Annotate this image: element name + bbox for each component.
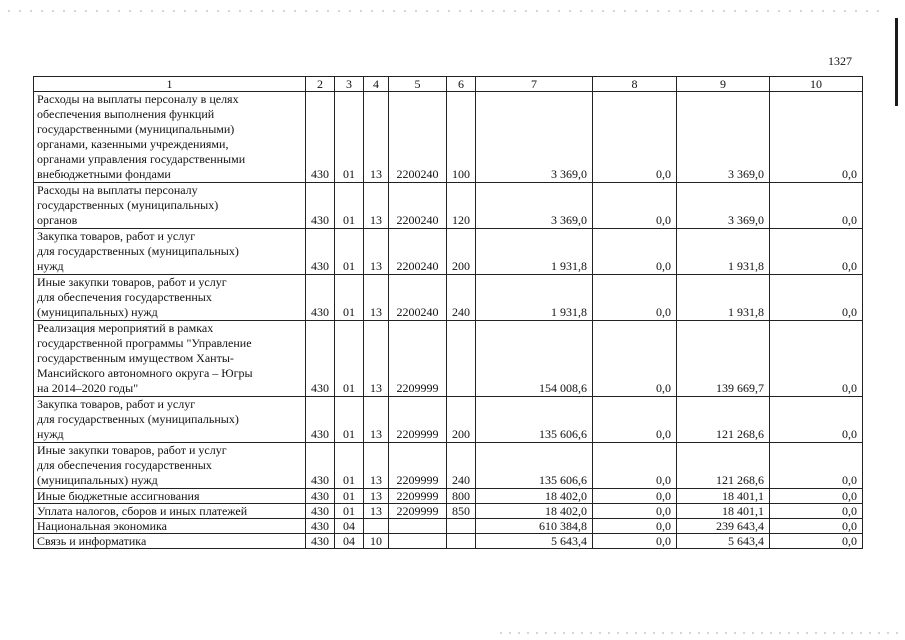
header-cell: 6: [447, 77, 476, 92]
cell-amount-col9: 121 268,6: [677, 443, 770, 489]
cell-subsection: 13: [364, 275, 389, 321]
cell-amount-col9: 1 931,8: [677, 275, 770, 321]
row-name: Реализация мероприятий в рамках государственной программы "Управление государственным имуществом Ханты- Мансийского автономного округа – Югры на 2014–2020 годы": [34, 321, 306, 397]
cell-amount-col10: 0,0: [770, 183, 863, 229]
row-name: Уплата налогов, сборов и иных платежей: [34, 504, 306, 519]
cell-amount-col9: 139 669,7: [677, 321, 770, 397]
cell-amount-col7: 1 931,8: [476, 229, 593, 275]
cell-subsection: [364, 519, 389, 534]
cell-section: 04: [335, 519, 364, 534]
cell-target-article: 2209999: [389, 397, 447, 443]
cell-amount-col8: 0,0: [593, 275, 677, 321]
cell-expense-type: [447, 321, 476, 397]
cell-section: 04: [335, 534, 364, 549]
cell-target-article: 2200240: [389, 275, 447, 321]
cell-target-article: 2209999: [389, 443, 447, 489]
header-cell: 9: [677, 77, 770, 92]
cell-amount-col10: 0,0: [770, 275, 863, 321]
table-row: [34, 519, 863, 534]
cell-subsection: 13: [364, 443, 389, 489]
cell-target-article: [389, 519, 447, 534]
cell-admin-code: 430: [306, 519, 335, 534]
cell-target-article: 2200240: [389, 229, 447, 275]
header-cell: 3: [335, 77, 364, 92]
cell-amount-col7: 3 369,0: [476, 183, 593, 229]
cell-admin-code: 430: [306, 443, 335, 489]
page-number: 1327: [828, 54, 852, 68]
cell-expense-type: 100: [447, 92, 476, 183]
cell-amount-col7: 18 402,0: [476, 489, 593, 504]
cell-expense-type: 200: [447, 397, 476, 443]
table-row: [34, 397, 863, 443]
cell-amount-col8: 0,0: [593, 321, 677, 397]
header-cell: 10: [770, 77, 863, 92]
cell-expense-type: 200: [447, 229, 476, 275]
header-row: [34, 77, 863, 92]
table-row: [34, 321, 863, 397]
cell-subsection: 13: [364, 92, 389, 183]
cell-admin-code: 430: [306, 183, 335, 229]
header-cell: 1: [34, 77, 306, 92]
cell-amount-col7: 154 008,6: [476, 321, 593, 397]
table-row: [34, 183, 863, 229]
cell-subsection: 10: [364, 534, 389, 549]
table-row: [34, 534, 863, 549]
cell-section: 01: [335, 92, 364, 183]
cell-expense-type: 800: [447, 489, 476, 504]
cell-admin-code: 430: [306, 229, 335, 275]
cell-target-article: 2200240: [389, 183, 447, 229]
cell-amount-col9: 18 401,1: [677, 489, 770, 504]
cell-expense-type: 240: [447, 443, 476, 489]
cell-admin-code: 430: [306, 92, 335, 183]
cell-section: 01: [335, 321, 364, 397]
cell-subsection: 13: [364, 229, 389, 275]
cell-amount-col7: 135 606,6: [476, 397, 593, 443]
cell-amount-col10: 0,0: [770, 534, 863, 549]
cell-admin-code: 430: [306, 504, 335, 519]
row-name: Связь и информатика: [34, 534, 306, 549]
cell-amount-col10: 0,0: [770, 489, 863, 504]
cell-amount-col9: 3 369,0: [677, 183, 770, 229]
cell-amount-col7: 3 369,0: [476, 92, 593, 183]
cell-amount-col8: 0,0: [593, 534, 677, 549]
cell-amount-col8: 0,0: [593, 443, 677, 489]
cell-admin-code: 430: [306, 275, 335, 321]
cell-amount-col8: 0,0: [593, 397, 677, 443]
cell-subsection: 13: [364, 504, 389, 519]
cell-target-article: 2209999: [389, 504, 447, 519]
table-row: [34, 443, 863, 489]
cell-amount-col10: 0,0: [770, 397, 863, 443]
cell-subsection: 13: [364, 397, 389, 443]
cell-amount-col7: 610 384,8: [476, 519, 593, 534]
table-row: [34, 504, 863, 519]
cell-amount-col9: 239 643,4: [677, 519, 770, 534]
cell-amount-col9: 3 369,0: [677, 92, 770, 183]
cell-section: 01: [335, 229, 364, 275]
table-row: [34, 229, 863, 275]
cell-admin-code: 430: [306, 397, 335, 443]
cell-section: 01: [335, 443, 364, 489]
cell-section: 01: [335, 489, 364, 504]
cell-amount-col10: 0,0: [770, 443, 863, 489]
table-row: [34, 489, 863, 504]
cell-amount-col10: 0,0: [770, 519, 863, 534]
cell-expense-type: 850: [447, 504, 476, 519]
table-row: [34, 275, 863, 321]
cell-admin-code: 430: [306, 534, 335, 549]
cell-amount-col9: 1 931,8: [677, 229, 770, 275]
cell-amount-col9: 5 643,4: [677, 534, 770, 549]
cell-section: 01: [335, 504, 364, 519]
cell-amount-col8: 0,0: [593, 504, 677, 519]
row-name: Расходы на выплаты персоналу в целях обеспечения выполнения функций государственными (муниципальными) органами, казенными учреждениями, органами управления государственными внебюджетными фондами: [34, 92, 306, 183]
cell-amount-col7: 135 606,6: [476, 443, 593, 489]
cell-amount-col10: 0,0: [770, 229, 863, 275]
cell-expense-type: [447, 534, 476, 549]
cell-amount-col10: 0,0: [770, 92, 863, 183]
cell-section: 01: [335, 275, 364, 321]
scan-noise-bottom: [500, 632, 900, 634]
row-name: Иные закупки товаров, работ и услуг для обеспечения государственных (муниципальных) нужд: [34, 275, 306, 321]
cell-expense-type: [447, 519, 476, 534]
cell-amount-col8: 0,0: [593, 92, 677, 183]
cell-subsection: 13: [364, 489, 389, 504]
row-name: Закупка товаров, работ и услуг для государственных (муниципальных) нужд: [34, 229, 306, 275]
header-cell: 2: [306, 77, 335, 92]
row-name: Закупка товаров, работ и услуг для государственных (муниципальных) нужд: [34, 397, 306, 443]
header-cell: 4: [364, 77, 389, 92]
header-cell: 5: [389, 77, 447, 92]
cell-section: 01: [335, 183, 364, 229]
cell-target-article: 2200240: [389, 92, 447, 183]
cell-amount-col8: 0,0: [593, 229, 677, 275]
cell-expense-type: 120: [447, 183, 476, 229]
cell-admin-code: 430: [306, 321, 335, 397]
budget-table: [33, 76, 863, 549]
table-row: [34, 92, 863, 183]
cell-amount-col10: 0,0: [770, 504, 863, 519]
cell-amount-col7: 5 643,4: [476, 534, 593, 549]
cell-amount-col8: 0,0: [593, 183, 677, 229]
cell-amount-col10: 0,0: [770, 321, 863, 397]
cell-target-article: 2209999: [389, 489, 447, 504]
cell-amount-col9: 121 268,6: [677, 397, 770, 443]
cell-expense-type: 240: [447, 275, 476, 321]
header-cell: 8: [593, 77, 677, 92]
row-name: Иные закупки товаров, работ и услуг для обеспечения государственных (муниципальных) нужд: [34, 443, 306, 489]
cell-amount-col8: 0,0: [593, 489, 677, 504]
cell-admin-code: 430: [306, 489, 335, 504]
cell-target-article: [389, 534, 447, 549]
cell-amount-col9: 18 401,1: [677, 504, 770, 519]
cell-subsection: 13: [364, 321, 389, 397]
cell-amount-col7: 18 402,0: [476, 504, 593, 519]
row-name: Иные бюджетные ассигнования: [34, 489, 306, 504]
row-name: Расходы на выплаты персоналу государственных (муниципальных) органов: [34, 183, 306, 229]
header-cell: 7: [476, 77, 593, 92]
cell-amount-col7: 1 931,8: [476, 275, 593, 321]
scan-noise-top: [8, 10, 888, 12]
cell-amount-col8: 0,0: [593, 519, 677, 534]
scan-edge-mark: [895, 18, 898, 106]
cell-section: 01: [335, 397, 364, 443]
row-name: Национальная экономика: [34, 519, 306, 534]
cell-target-article: 2209999: [389, 321, 447, 397]
cell-subsection: 13: [364, 183, 389, 229]
